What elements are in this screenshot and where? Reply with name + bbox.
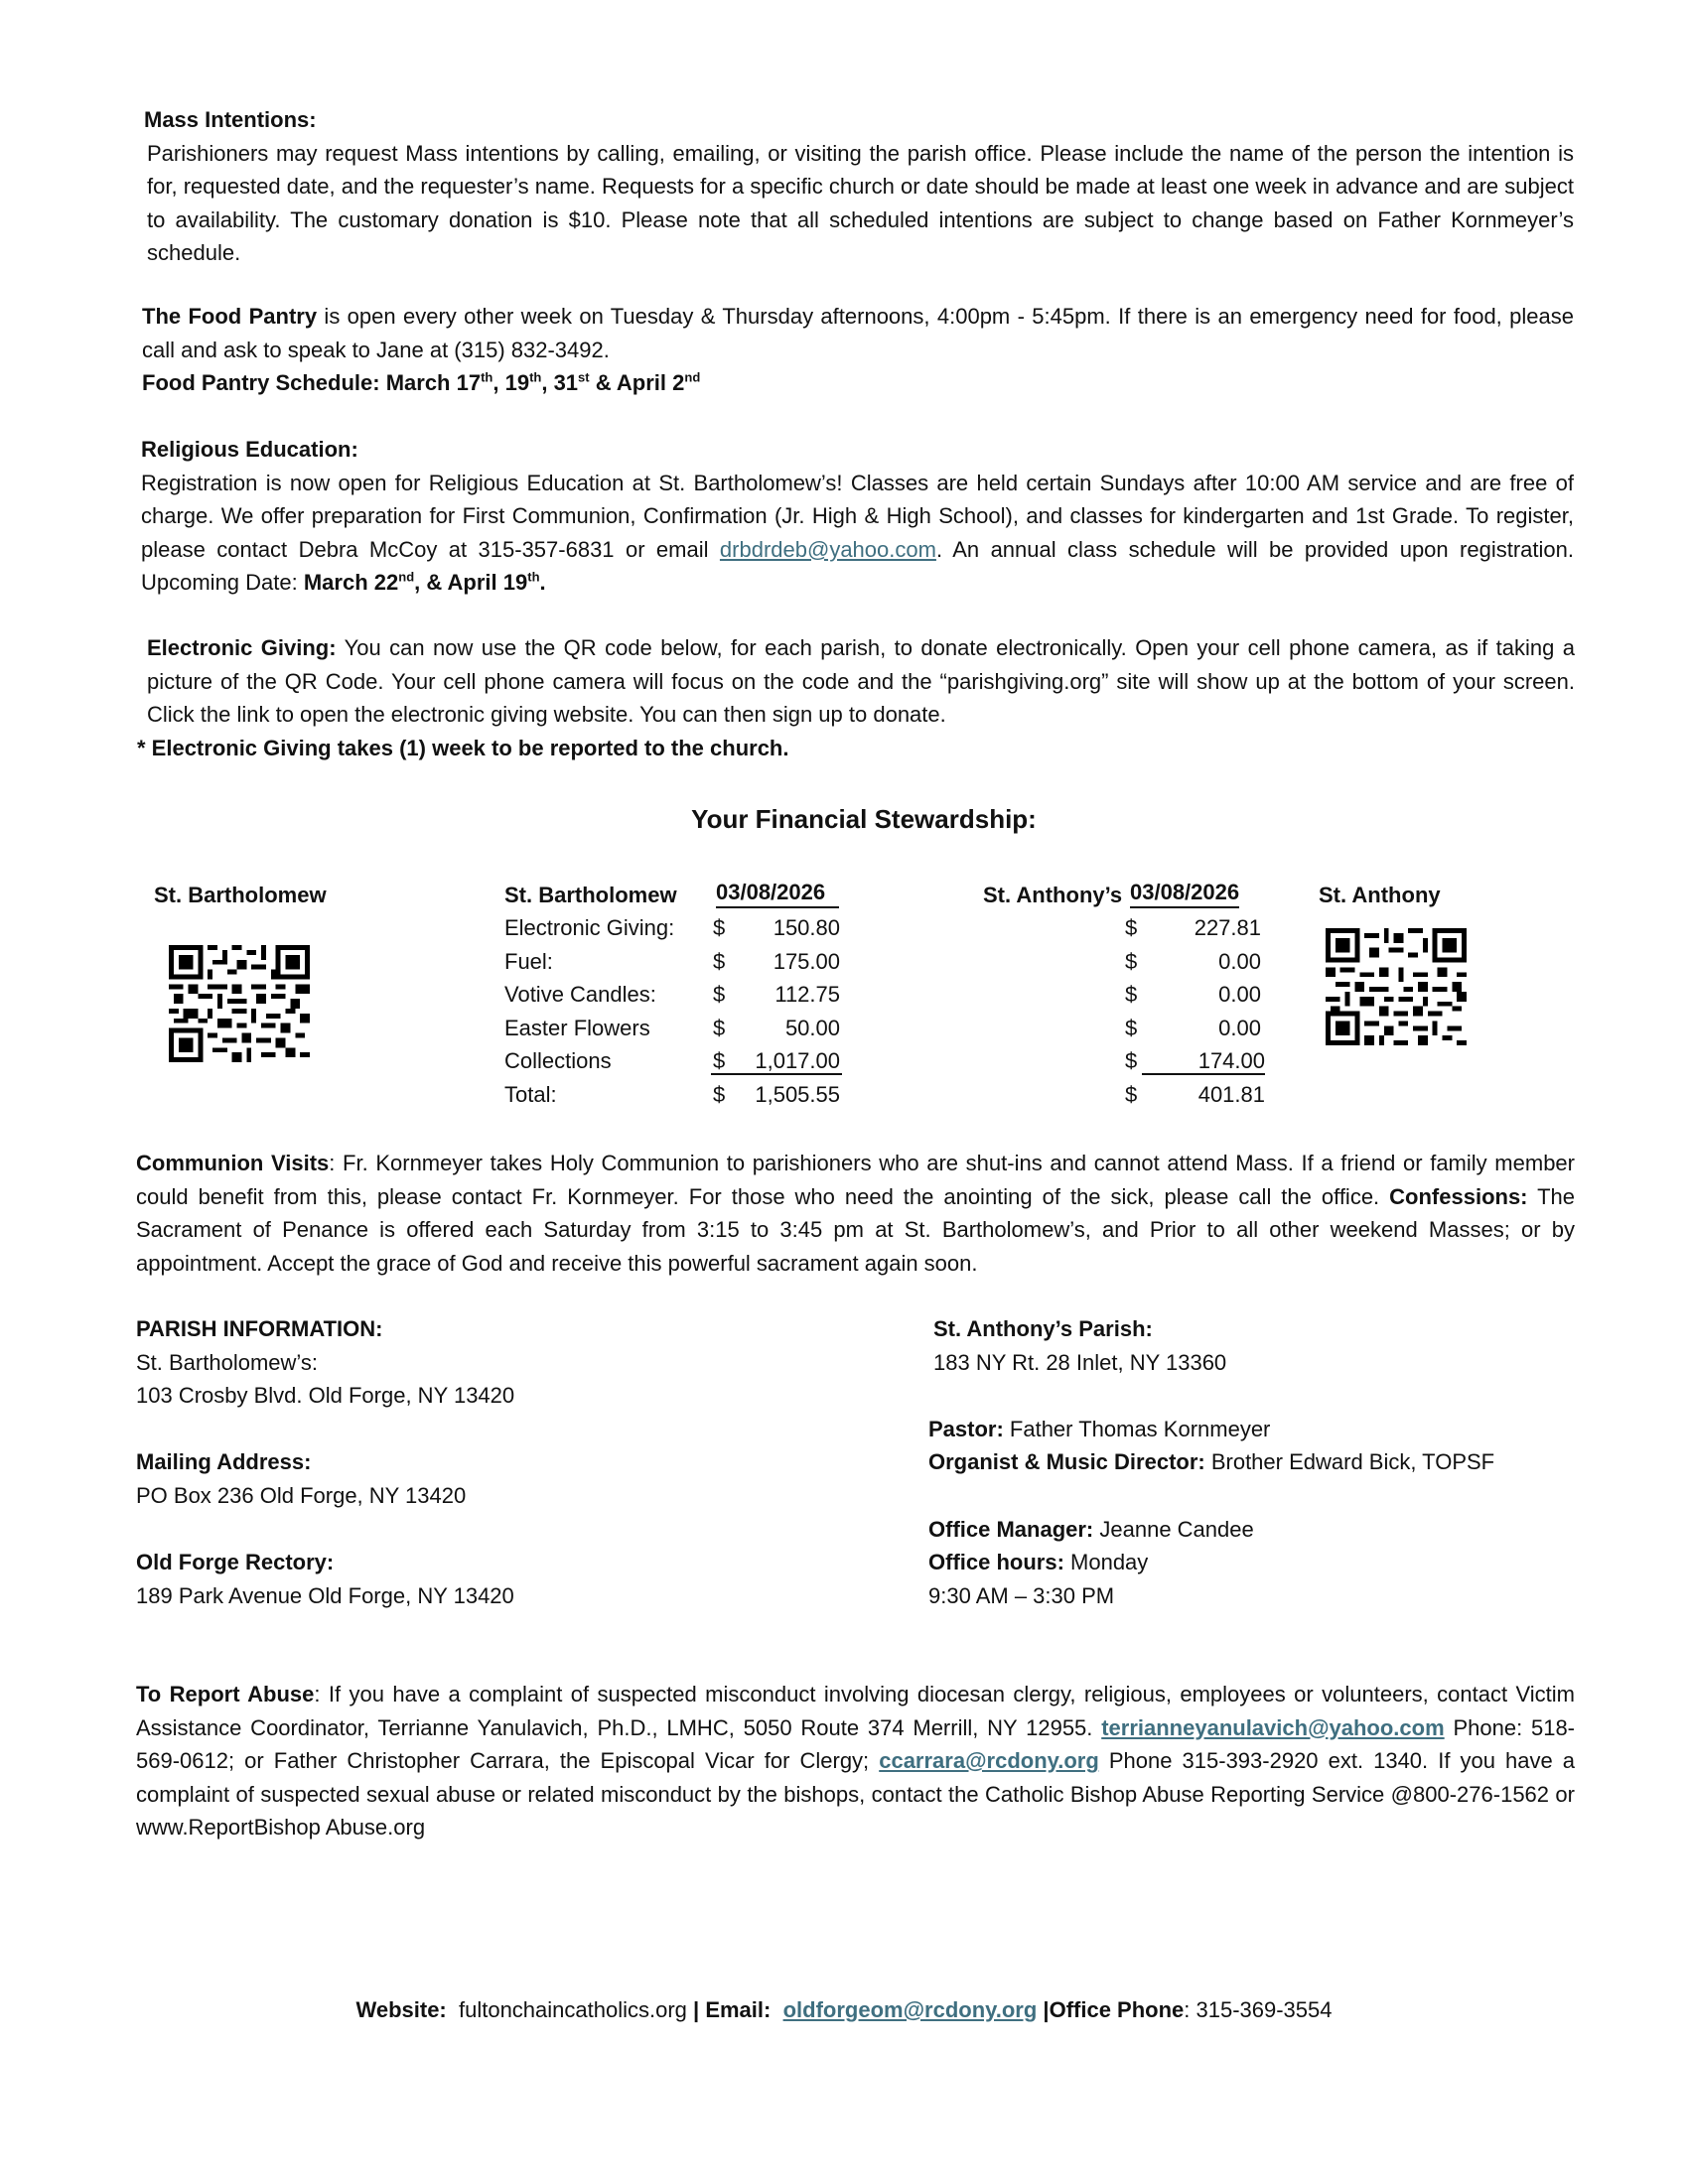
row-label: Easter Flowers — [504, 1015, 650, 1040]
hours-line — [928, 1546, 1623, 1579]
bartholomew-financial-table — [504, 879, 882, 1107]
table-row — [983, 1012, 1281, 1044]
row-amount: 175.00 — [773, 948, 840, 974]
religious-education-body — [141, 467, 1574, 600]
electronic-giving-note: * Electronic Giving takes (1) week to be reported to the church. — [137, 736, 789, 760]
row-currency: $ — [713, 982, 726, 1007]
row-amount: 0.00 — [1218, 948, 1261, 974]
religious-education-email-link[interactable]: drbdrdeb@yahoo.com — [719, 536, 936, 562]
schedule-date: , 31 — [541, 370, 579, 396]
spacer — [928, 1379, 1623, 1413]
row-currency: $ — [713, 1048, 726, 1073]
row-currency: $ — [1125, 1048, 1138, 1073]
row-amount: 50.00 — [784, 1015, 840, 1040]
confessions-lead: Confessions: — [1389, 1183, 1528, 1209]
row-label: Fuel: — [504, 948, 553, 974]
religious-education-section — [141, 433, 1574, 600]
organist-label: Organist & Music Director: — [928, 1449, 1205, 1475]
upcoming-dates — [304, 570, 546, 595]
electronic-giving-section — [147, 631, 1575, 732]
footer-email-label: Email: — [705, 1997, 772, 2022]
row-amount: 174.00 — [1197, 1048, 1265, 1073]
footer-email-link[interactable]: oldforgeom@rcdony.org — [782, 1997, 1038, 2022]
spacer — [136, 1413, 831, 1446]
row-currency: $ — [1125, 982, 1138, 1007]
row-currency: $ — [713, 948, 726, 974]
footer-separator: | — [1037, 1997, 1050, 2022]
table-row-total — [983, 1078, 1281, 1111]
footer-website-label: Website: — [355, 1997, 447, 2022]
pastor-line — [928, 1413, 1623, 1446]
row-label: Electronic Giving: — [504, 915, 675, 940]
table-row — [504, 1012, 882, 1044]
table-row — [504, 945, 882, 978]
communion-section — [136, 1147, 1575, 1280]
row-label: Total: — [504, 1081, 557, 1107]
ordinal-suffix: th — [527, 570, 540, 586]
hours-time: 9:30 AM – 3:30 PM — [928, 1582, 1115, 1608]
row-amount: 1,017.00 — [755, 1048, 840, 1073]
manager-value: Jeanne Candee — [1093, 1516, 1254, 1542]
row-currency: $ — [713, 1081, 726, 1107]
pastor-label: Pastor: — [928, 1416, 1004, 1441]
mass-intentions-heading: Mass Intentions: — [144, 107, 317, 132]
manager-label: Office Manager: — [928, 1516, 1094, 1542]
organist-line — [928, 1445, 1623, 1479]
table-row — [504, 978, 882, 1011]
schedule-label: Food Pantry Schedule: March 17 — [142, 370, 482, 396]
electronic-giving-text: You can now use the QR code below, for each parish, to donate electronically. Open your cell phone camera, as if taking a picture of the QR Code. Your cell phone camera will focus on the code and the “parishgiving.org” site will show up at the bottom of your screen. Click the link to open the electronic giving website. You can then sign up to donate. — [147, 635, 1575, 728]
ordinal-suffix: th — [481, 369, 493, 385]
upcoming-date: March 22 — [303, 570, 399, 596]
row-amount: 1,505.55 — [755, 1081, 840, 1107]
punctuation: . — [539, 570, 546, 596]
footer-separator: | — [693, 1997, 706, 2022]
religious-education-text: Registration is now open for Religious Education at St. Bartholomew’s! Classes are held certain Sundays after 10:00 AM service and are free of charge. We offer preparation for First Communion, Confirmation (Jr. High & High School), and classes for kindergarten and 1st Grade. To register, please contact Debra McCoy at 315-357-6831 or email — [141, 470, 1574, 562]
report-abuse-text: : If you have a complaint of suspected misconduct involving diocesan clergy, religious, employees or volunteers, contact Victim Assistance Coordinator, Terrianne Yanulavich, Ph.D., LMHC, 5050 Route 374 Merrill, NY 12955. — [136, 1682, 1575, 1740]
ordinal-suffix: th — [529, 369, 542, 385]
organist-value: Brother Edward Bick, TOPSF — [1204, 1449, 1495, 1475]
footer — [0, 1997, 1688, 2023]
report-abuse-body — [136, 1678, 1575, 1844]
table-row — [983, 945, 1281, 978]
mailing-heading: Mailing Address: — [136, 1449, 312, 1475]
table-row — [504, 1044, 882, 1077]
anthony-address: 183 NY Rt. 28 Inlet, NY 13360 — [933, 1349, 1227, 1375]
table-row — [983, 911, 1281, 944]
footer-website-value[interactable]: fultonchaincatholics.org — [446, 1997, 694, 2022]
row-amount: 0.00 — [1218, 1015, 1261, 1040]
qr-right-label: St. Anthony — [1319, 883, 1441, 907]
bartholomew-heading: St. Bartholomew — [504, 883, 677, 907]
row-amount: 401.81 — [1197, 1081, 1265, 1107]
electronic-giving-lead: Electronic Giving: — [147, 635, 337, 660]
table-row — [983, 1044, 1281, 1077]
hours-label: Office hours: — [928, 1550, 1064, 1575]
qr-code-icon — [1326, 928, 1467, 1045]
terrianne-email-link[interactable]: terrianneyanulavich@yahoo.com — [1101, 1714, 1445, 1740]
parish-info-heading: PARISH INFORMATION: — [136, 1316, 383, 1341]
row-label: Collections — [504, 1048, 612, 1073]
rectory-heading: Old Forge Rectory: — [136, 1550, 335, 1575]
mass-intentions-section — [144, 103, 1574, 270]
row-amount: 227.81 — [1194, 915, 1261, 940]
mass-intentions-body: Parishioners may request Mass intentions by calling, emailing, or visiting the parish office. Please include the name of the person the intention is for, requested date, and the requester’s name. Requests for a specific church or date should be made at least one week in advance and are subject to availability. The customary donation is $10. Please note that all scheduled intentions are subject to change based on Father Kornmeyer’s schedule. — [147, 140, 1574, 266]
table-row — [504, 911, 882, 944]
report-abuse-lead: To Report Abuse — [136, 1682, 315, 1706]
stewardship-title: Your Financial Stewardship: — [691, 804, 1037, 834]
food-pantry-text: is open every other week on Tuesday & Thursday afternoons, 4:00pm - 5:45pm. If there is an emergency need for food, please call and ask to speak to Jane at (315) 832-3492. — [142, 304, 1574, 362]
table-row — [983, 978, 1281, 1011]
parish-info-right — [928, 1312, 1623, 1612]
religious-education-text: . An annual class schedule will be provided upon registration. Upcoming Date: — [141, 536, 1574, 596]
schedule-date: & April 2 — [589, 370, 685, 396]
manager-line — [928, 1513, 1623, 1547]
schedule-date: , 19 — [492, 370, 530, 396]
bartholomew-date: 03/08/2026 — [716, 879, 839, 908]
communion-text: : Fr. Kornmeyer takes Holy Communion to parishioners who are shut-ins and cannot attend Mass. If a friend or family member could benefit from this, please contact Fr. Kornmeyer. For those who need the anointing of the sick, please call the office. — [136, 1151, 1575, 1209]
bartholomew-table-header — [504, 879, 882, 911]
bartholomew-name: St. Bartholomew’s: — [136, 1349, 319, 1375]
hours-value: Monday — [1063, 1550, 1149, 1575]
ordinal-suffix: st — [578, 369, 590, 385]
footer-phone-value: : 315-369-3554 — [1184, 1997, 1333, 2022]
confessions-text: The Sacrament of Penance is offered each Saturday from 3:15 to 3:45 pm at St. Bartholomew’s, and Prior to all other weekend Masses; or by appointment. Accept the grace of God and receive this powerful sacrament again soon. — [136, 1183, 1576, 1276]
communion-lead: Communion Visits — [136, 1151, 330, 1175]
row-amount: 112.75 — [774, 982, 840, 1007]
anthony-table-header — [983, 879, 1281, 911]
row-amount: 0.00 — [1218, 982, 1261, 1007]
parish-info-left — [136, 1312, 831, 1612]
carrara-email-link[interactable]: ccarrara@rcdony.org — [879, 1748, 1099, 1774]
qr-left-label: St. Bartholomew — [154, 883, 327, 907]
mailing-address: PO Box 236 Old Forge, NY 13420 — [136, 1482, 467, 1508]
anthony-date: 03/08/2026 — [1130, 879, 1239, 908]
row-currency: $ — [713, 1015, 726, 1040]
anthony-heading: St. Anthony’s — [983, 883, 1123, 907]
row-currency: $ — [713, 915, 726, 940]
qr-code-icon — [169, 945, 310, 1062]
qr-code-bartholomew[interactable] — [169, 945, 310, 1062]
food-pantry-section — [142, 300, 1574, 400]
rectory-address: 189 Park Avenue Old Forge, NY 13420 — [136, 1582, 514, 1608]
row-currency: $ — [1125, 915, 1138, 940]
table-row-total — [504, 1078, 882, 1111]
food-pantry-schedule — [142, 366, 1574, 400]
row-amount: 150.80 — [773, 915, 840, 940]
ordinal-suffix: nd — [398, 570, 415, 586]
religious-education-heading: Religious Education: — [141, 437, 358, 462]
food-pantry-lead: The Food Pantry — [142, 304, 318, 329]
spacer — [136, 1513, 831, 1547]
anthony-financial-table — [983, 879, 1281, 1107]
electronic-giving-body — [147, 631, 1575, 732]
anthony-parish-heading: St. Anthony’s Parish: — [933, 1316, 1153, 1341]
spacer — [928, 1479, 1623, 1513]
report-abuse-text: Phone 315-393-2920 ext. 1340. If you have a complaint of suspected sexual abuse or related misconduct by the bishops, contact the Catholic Bishop Abuse Reporting Service @800-276-1562 or www.ReportBishop Abuse.org — [136, 1748, 1576, 1841]
upcoming-date: , & April 19 — [414, 570, 528, 596]
row-label: Votive Candles: — [504, 982, 656, 1007]
row-currency: $ — [1125, 948, 1138, 974]
row-currency: $ — [1125, 1081, 1138, 1107]
bartholomew-address: 103 Crosby Blvd. Old Forge, NY 13420 — [136, 1383, 515, 1409]
row-currency: $ — [1125, 1015, 1138, 1040]
report-abuse-text: Phone: 518-569-0612; or Father Christopher Carrara, the Episcopal Vicar for Clergy; — [136, 1714, 1576, 1774]
qr-code-anthony[interactable] — [1326, 928, 1467, 1045]
ordinal-suffix: nd — [684, 369, 701, 385]
food-pantry-body — [142, 300, 1574, 366]
pastor-value: Father Thomas Kornmeyer — [1003, 1416, 1271, 1441]
footer-phone-label: Office Phone — [1049, 1997, 1185, 2022]
communion-body — [136, 1147, 1575, 1280]
report-abuse-section — [136, 1678, 1575, 1844]
